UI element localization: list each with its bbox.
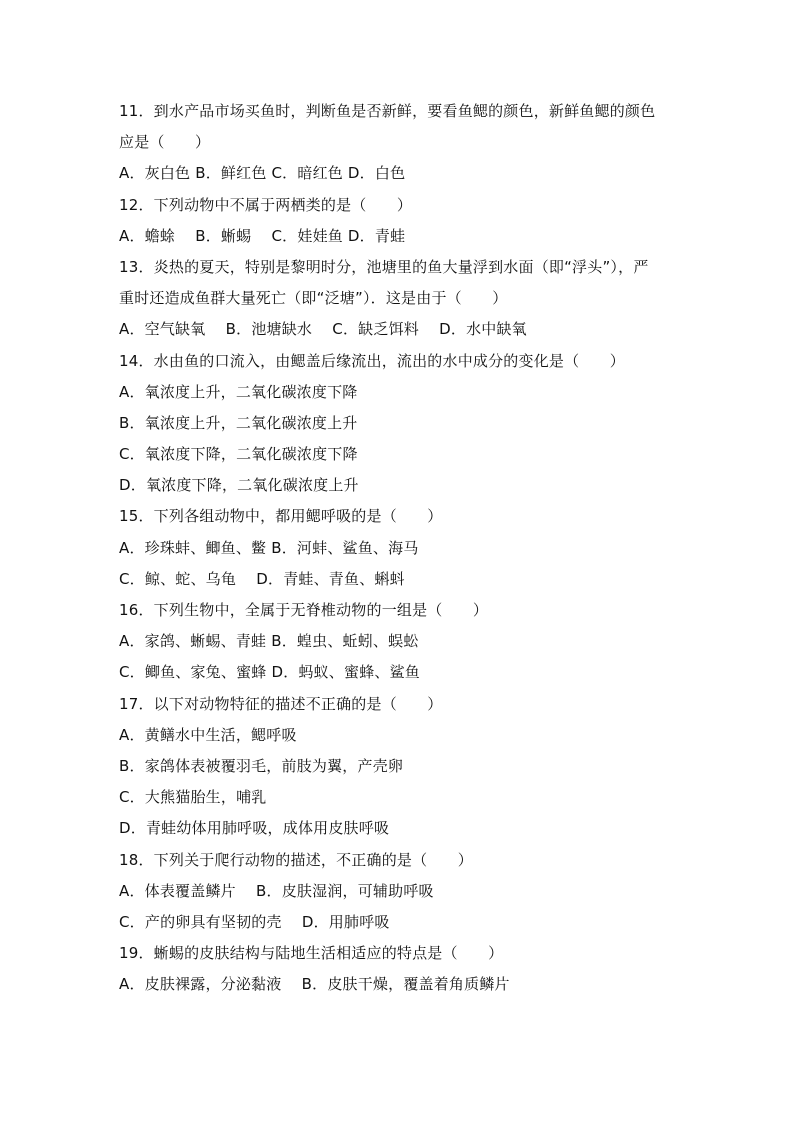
q16-options-cd: C．鲫鱼、家兔、蜜蜂 D．蚂蚁、蜜蜂、鲨鱼: [119, 663, 420, 682]
q12-stem: 12．下列动物中不属于两栖类的是（ ）: [119, 195, 413, 214]
q14-stem: 14．水由鱼的口流入，由鳃盖后缘流出，流出的水中成分的变化是（ ）: [119, 351, 625, 370]
q17-option-a: A．黄鳝水中生活，鳃呼吸: [119, 725, 297, 744]
q13-stem-line2: 重时还造成鱼群大量死亡（即“泛塘”）．这是由于（ ）: [119, 289, 508, 308]
q11-options: A．灰白色 B．鲜红色 C．暗红色 D．白色: [119, 164, 406, 183]
q17-option-b: B．家鸽体表被覆羽毛，前肢为翼，产壳卵: [119, 756, 404, 775]
q18-options-cd: C．产的卵具有坚韧的壳 D．用肺呼吸: [119, 912, 390, 931]
q14-option-a: A．氧浓度上升，二氧化碳浓度下降: [119, 382, 358, 401]
q15-options-cd: C．鲸、蛇、乌龟 D．青蛙、青鱼、蝌蚪: [119, 569, 405, 588]
q16-stem: 16．下列生物中，全属于无脊椎动物的一组是（ ）: [119, 601, 489, 619]
q17-option-c: C．大熊猫胎生，哺乳: [119, 788, 267, 807]
q16-options-ab: A．家鸽、蜥蜴、青蛙 B．蝗虫、蚯蚓、蜈蚣: [119, 632, 419, 651]
q15-options-ab: A．珍珠蚌、鲫鱼、鳖 B．河蚌、鲨鱼、海马: [119, 538, 419, 557]
q14-option-c: C．氧浓度下降，二氧化碳浓度下降: [119, 445, 358, 464]
q14-option-d: D．氧浓度下降，二氧化碳浓度上升: [119, 476, 359, 495]
q12-options: A．蟾蜍 B．蜥蜴 C．娃娃鱼 D．青蛙: [119, 226, 406, 245]
q13-options: A．空气缺氧 B．池塘缺水 C．缺乏饵料 D．水中缺氧: [119, 320, 527, 339]
q13-stem-line1: 13．炎热的夏天，特别是黎明时分，池塘里的鱼大量浮到水面（即“浮头”），严: [119, 257, 649, 276]
q17-option-d: D．青蛙幼体用肺呼吸，成体用皮肤呼吸: [119, 819, 390, 838]
q11-stem-line2: 应是（ ）: [119, 133, 211, 152]
question-sheet: [119, 96, 689, 1000]
q14-option-b: B．氧浓度上升，二氧化碳浓度上升: [119, 413, 358, 432]
q11-stem-line1: 11．到水产品市场买鱼时，判断鱼是否新鲜，要看鱼鳃的颜色，新鲜鱼鳃的颜色: [119, 102, 656, 120]
q17-stem: 17．以下对动物特征的描述不正确的是（ ）: [119, 694, 443, 713]
q19-options-ab: A．皮肤裸露，分泌黏液 B．皮肤干燥，覆盖着角质鳞片: [119, 975, 510, 994]
q15-stem: 15．下列各组动物中，都用鳃呼吸的是（ ）: [119, 507, 443, 526]
q18-stem: 18．下列关于爬行动物的描述，不正确的是（ ）: [119, 850, 473, 869]
q19-stem: 19．蜥蜴的皮肤结构与陆地生活相适应的特点是（ ）: [119, 944, 504, 963]
q18-options-ab: A．体表覆盖鳞片 B．皮肤湿润，可辅助呼吸: [119, 881, 434, 900]
